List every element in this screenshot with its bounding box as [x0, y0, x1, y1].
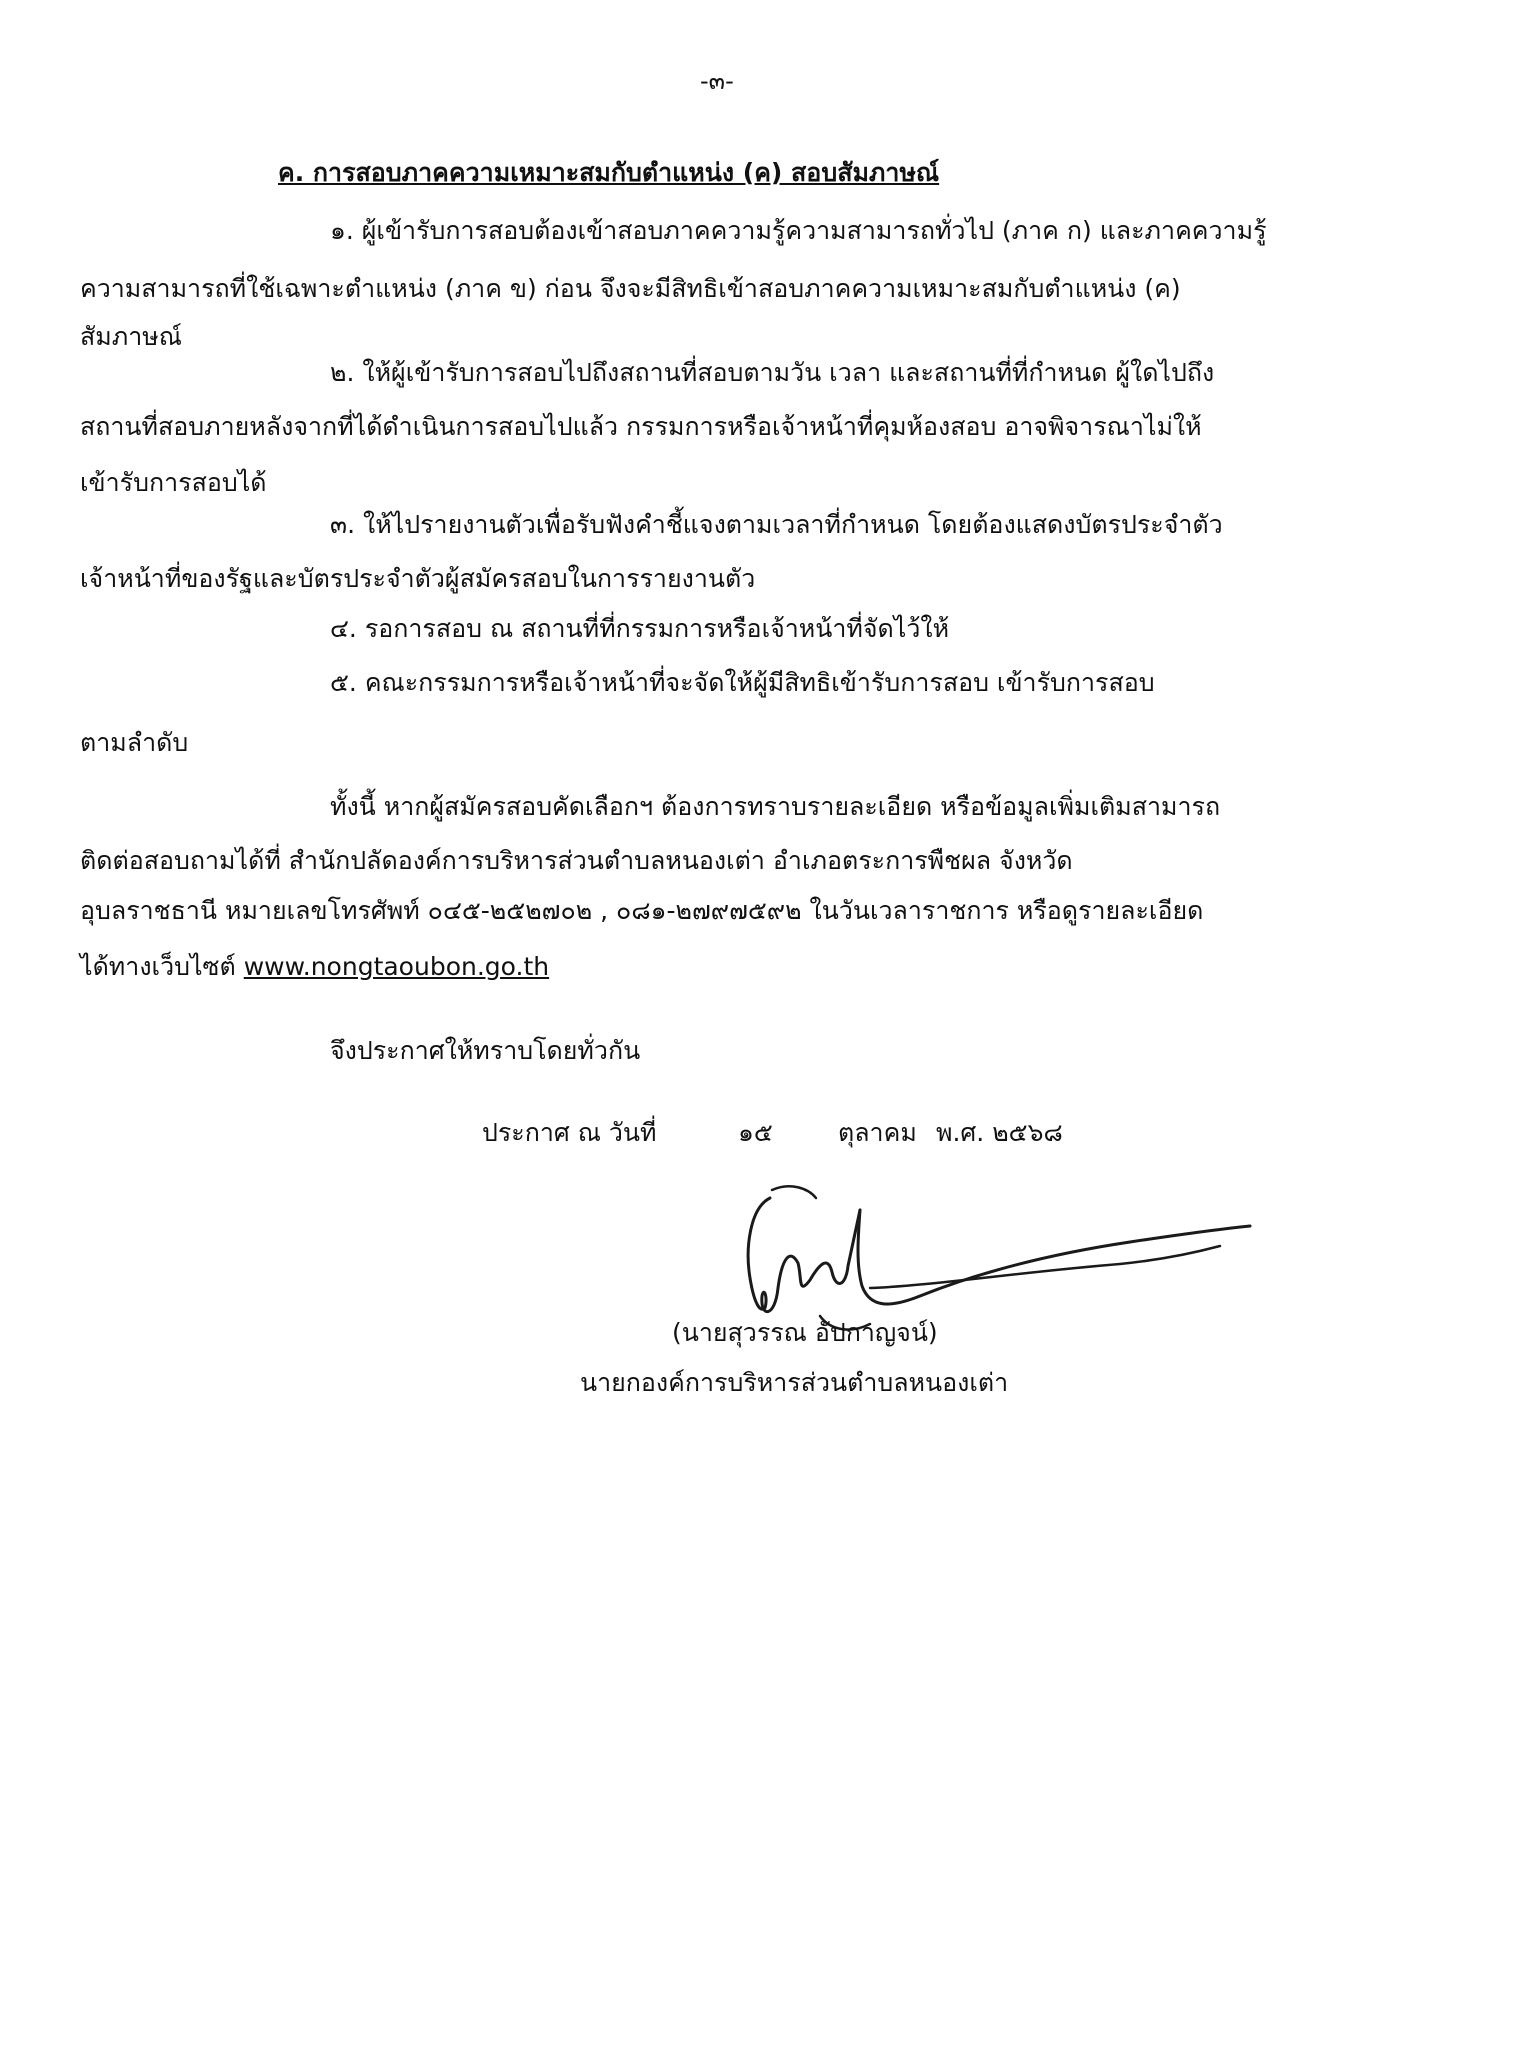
page-number: -๓-	[700, 67, 734, 95]
website-prefix: ได้ทางเว็บไซต์	[80, 952, 236, 981]
item-2-line-2: สถานที่สอบภายหลังจากที่ได้ดำเนินการสอบไปแล้ว กรรมการหรือเจ้าหน้าที่คุมห้องสอบ อาจพิจารณาไม่ให้	[80, 412, 1202, 441]
signature-image	[720, 1168, 1260, 1338]
section-heading: ค. การสอบภาคความเหมาะสมกับตำแหน่ง (ค) สอบสัมภาษณ์	[278, 158, 940, 187]
signer-position: นายกองค์การบริหารส่วนตำบลหนองเต่า	[580, 1368, 1009, 1397]
announce-day: ๑๕	[738, 1118, 773, 1147]
item-1-line-3: สัมภาษณ์	[80, 322, 182, 351]
contact-line-4	[80, 950, 549, 984]
item-4-line-1: ๔. รอการสอบ ณ สถานที่ที่กรรมการหรือเจ้าหน้าที่จัดไว้ให้	[330, 614, 950, 643]
announce-label: ประกาศ ณ วันที่	[482, 1118, 657, 1147]
closing-text: จึงประกาศให้ทราบโดยทั่วกัน	[330, 1036, 641, 1065]
website-link[interactable]: www.nongtaoubon.go.th	[243, 952, 550, 981]
signer-name: (นายสุวรรณ อัปกาญจน์)	[672, 1318, 938, 1347]
item-3-line-1: ๓. ให้ไปรายงานตัวเพื่อรับฟังคำชี้แจงตามเวลาที่กำหนด โดยต้องแสดงบัตรประจำตัว	[330, 510, 1223, 539]
item-1-line-2: ความสามารถที่ใช้เฉพาะตำแหน่ง (ภาค ข) ก่อน จึงจะมีสิทธิเข้าสอบภาคความเหมาะสมกับตำแหน่ง (ค)	[80, 274, 1181, 303]
contact-line-1: ทั้งนี้ หากผู้สมัครสอบคัดเลือกฯ ต้องการทราบรายละเอียด หรือข้อมูลเพิ่มเติมสามารถ	[330, 792, 1221, 821]
item-5-line-1: ๕. คณะกรรมการหรือเจ้าหน้าที่จะจัดให้ผู้มีสิทธิเข้ารับการสอบ เข้ารับการสอบ	[330, 668, 1155, 697]
item-1-line-1: ๑. ผู้เข้ารับการสอบต้องเข้าสอบภาคความรู้ความสามารถทั่วไป (ภาค ก) และภาคความรู้	[330, 216, 1267, 245]
contact-line-2: ติดต่อสอบถามได้ที่ สำนักปลัดองค์การบริหารส่วนตำบลหนองเต่า อำเภอตระการพืชผล จังหวัด	[80, 846, 1073, 875]
item-2-line-3: เข้ารับการสอบได้	[80, 468, 267, 497]
announce-year: พ.ศ. ๒๕๖๘	[936, 1118, 1063, 1147]
item-5-line-2: ตามลำดับ	[80, 728, 189, 757]
contact-line-3: อุบลราชธานี หมายเลขโทรศัพท์ ๐๔๕-๒๕๒๗๐๒ , ๐๘๑-๒๗๙๗๕๙๒ ในวันเวลาราชการ หรือดูรายละเอียด	[80, 896, 1204, 925]
item-3-line-2: เจ้าหน้าที่ของรัฐและบัตรประจำตัวผู้สมัครสอบในการรายงานตัว	[80, 564, 756, 593]
announce-month: ตุลาคม	[838, 1118, 917, 1147]
item-2-line-1: ๒. ให้ผู้เข้ารับการสอบไปถึงสถานที่สอบตามวัน เวลา และสถานที่ที่กำหนด ผู้ใดไปถึง	[330, 358, 1215, 387]
